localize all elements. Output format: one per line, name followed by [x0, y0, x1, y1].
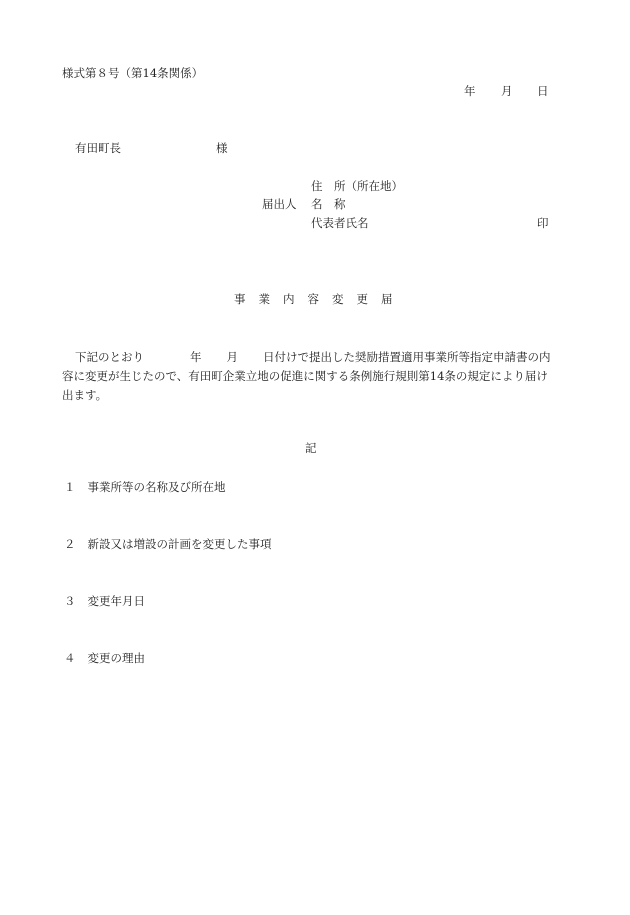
item-3-number: ３: [64, 594, 76, 608]
body-line1-year: 年: [190, 350, 202, 364]
body-paragraph: [62, 348, 572, 405]
item-2-label: 新設又は増設の計画を変更した事項: [87, 537, 272, 551]
body-line-2: 容に変更が生じたので、有田町企業立地の促進に関する条例施行規則第14条の規定により届け: [62, 369, 548, 383]
body-line-1: [62, 348, 572, 367]
body-line1-month: 月: [226, 350, 238, 364]
applicant-role-label: 届出人: [262, 197, 297, 211]
document-title: 事業内容変更届: [234, 292, 406, 306]
item-1: [64, 480, 226, 494]
item-4: [64, 651, 145, 665]
date-day-label: 日: [537, 84, 549, 98]
item-4-number: ４: [64, 651, 76, 665]
item-2: [64, 537, 272, 551]
body-line1-suffix: 日付けで提出した奨励措置適用事業所等指定申請書の内: [263, 350, 551, 364]
item-3: [64, 594, 145, 608]
ki-label: 記: [305, 441, 317, 455]
addressee-honorific: 様: [216, 141, 228, 155]
applicant-address-label: 住 所（所在地）: [311, 179, 403, 193]
form-number: 様式第８号（第14条関係）: [62, 66, 204, 80]
applicant-name-label: 名 称: [311, 197, 346, 211]
item-1-number: １: [64, 480, 76, 494]
addressee-name: 有田町長: [75, 141, 121, 155]
seal-label: 印: [537, 216, 549, 230]
item-2-number: ２: [64, 537, 76, 551]
item-3-label: 変更年月日: [87, 594, 145, 608]
date-month-label: 月: [501, 84, 513, 98]
item-4-label: 変更の理由: [87, 651, 145, 665]
body-line-3: 出ます。: [62, 388, 108, 402]
applicant-representative-label: 代表者氏名: [311, 216, 369, 230]
date-year-label: 年: [464, 84, 476, 98]
item-1-label: 事業所等の名称及び所在地: [87, 480, 226, 494]
body-line1-prefix: 下記のとおり: [75, 350, 144, 364]
